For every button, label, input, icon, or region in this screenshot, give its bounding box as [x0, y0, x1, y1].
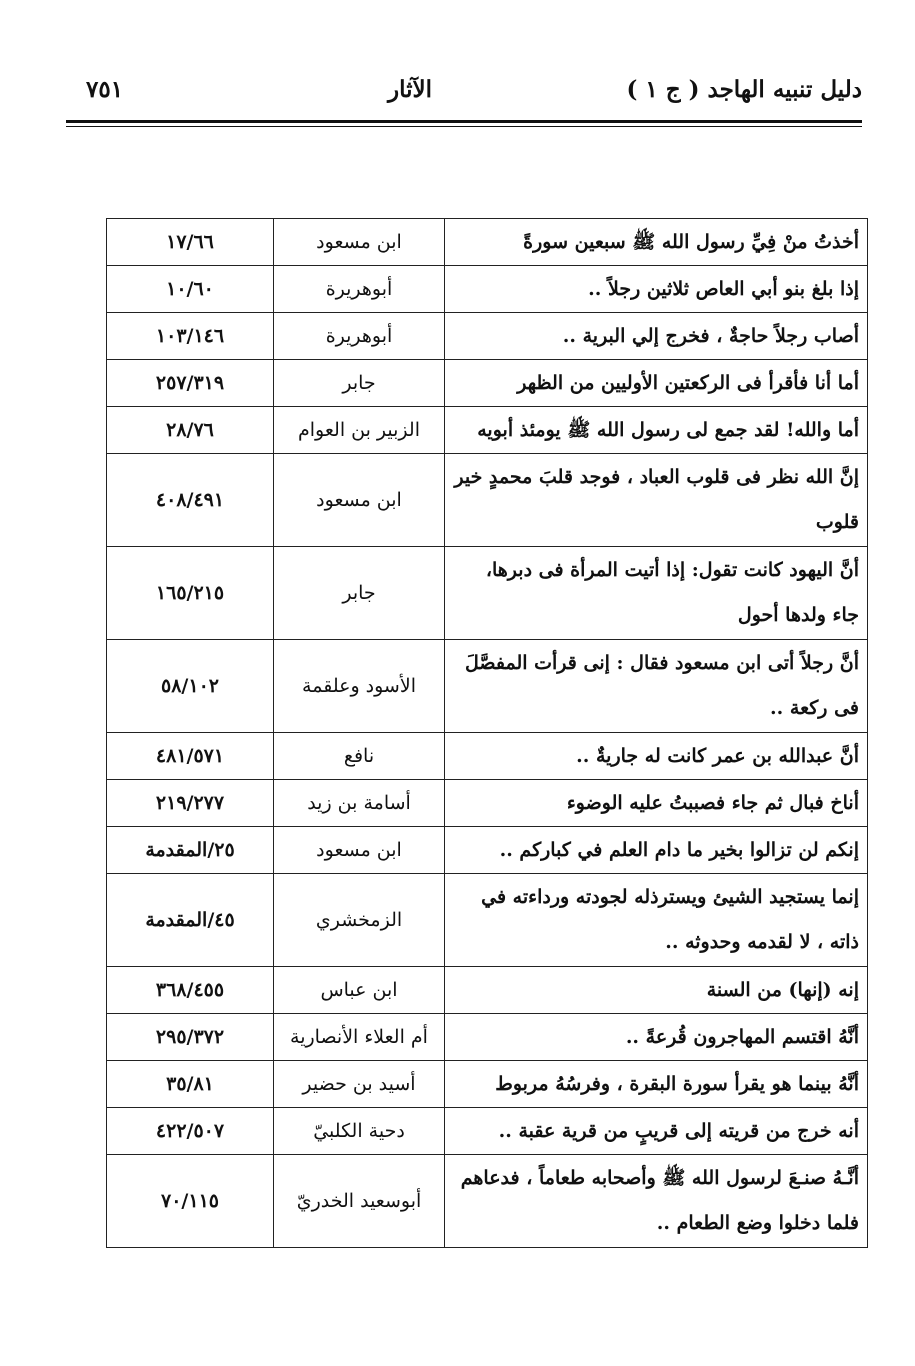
hadith-text: إنما يستجيد الشيئ ويسترذله لجودته ورداءته في ذاته ، لا لقدمه وحدوثه .. [445, 874, 868, 967]
reference: ٢٨/٧٦ [107, 407, 274, 454]
narrator: نافع [274, 733, 445, 780]
table-row [107, 547, 868, 640]
header-rule-thin [66, 126, 862, 127]
hadith-text: إذا بلغ بنو أبي العاص ثلاثين رجلاً .. [445, 266, 868, 313]
narrator: جابر [274, 360, 445, 407]
reference: ١٠/٦٠ [107, 266, 274, 313]
reference: ٢٥/المقدمة [107, 827, 274, 874]
narrator: ابن مسعود [274, 827, 445, 874]
reference: ١٦٥/٢١٥ [107, 547, 274, 640]
hadith-text: إنه (إنها) من السنة [445, 967, 868, 1014]
hadith-text: أما أنا فأقرأ فى الركعتين الأوليين من الظهر [445, 360, 868, 407]
narrator: ابن مسعود [274, 454, 445, 547]
hadith-text: إنكم لن تزالوا بخير ما دام العلم في كباركم .. [445, 827, 868, 874]
hadith-index-table [106, 218, 868, 1248]
hadith-text: إنَّ الله نظر فى قلوب العباد ، فوجد قلبَ محمدٍ خير قلوب [445, 454, 868, 547]
hadith-text: أنَّهُ اقتسم المهاجرون قُرعةً .. [445, 1014, 868, 1061]
narrator: الزبير بن العوام [274, 407, 445, 454]
reference: ٤٨١/٥٧١ [107, 733, 274, 780]
table-row [107, 1108, 868, 1155]
hadith-text: أخذتُ منْ فِيِّ رسول الله ﷺ سبعين سورةً [445, 219, 868, 266]
table-row [107, 1014, 868, 1061]
narrator: دحية الكلبيّ [274, 1108, 445, 1155]
reference: ٤٢٢/٥٠٧ [107, 1108, 274, 1155]
hadith-text: أما والله! لقد جمع لى رسول الله ﷺ يومئذ أبويه [445, 407, 868, 454]
reference: ٥٨/١٠٢ [107, 640, 274, 733]
narrator: ابن مسعود [274, 219, 445, 266]
hadith-text: أنَّ اليهود كانت تقول: إذا أتيت المرأة فى دبرها، جاء ولدها أحول [445, 547, 868, 640]
reference: ٣٦٨/٤٥٥ [107, 967, 274, 1014]
narrator: أبوسعيد الخدريّ [274, 1155, 445, 1248]
table-row [107, 640, 868, 733]
reference: ٧٠/١١٥ [107, 1155, 274, 1248]
table-row [107, 454, 868, 547]
table-row [107, 266, 868, 313]
reference: ١٧/٦٦ [107, 219, 274, 266]
narrator: أم العلاء الأنصارية [274, 1014, 445, 1061]
book-title: دليل تنبيه الهاجد ( ج ١ ) [626, 76, 862, 103]
narrator: الزمخشري [274, 874, 445, 967]
table-row [107, 407, 868, 454]
narrator: ابن عباس [274, 967, 445, 1014]
table-row [107, 219, 868, 266]
table-row [107, 1155, 868, 1248]
reference: ٢١٩/٢٧٧ [107, 780, 274, 827]
table-row [107, 1061, 868, 1108]
narrator: أبوهريرة [274, 313, 445, 360]
reference: ٣٥/٨١ [107, 1061, 274, 1108]
reference: ١٠٣/١٤٦ [107, 313, 274, 360]
reference: ٤٠٨/٤٩١ [107, 454, 274, 547]
table-row [107, 360, 868, 407]
hadith-text: أصاب رجلاً حاجةٌ ، فخرج إلي البرية .. [445, 313, 868, 360]
section-title: الآثار [387, 76, 432, 103]
hadith-text: أنَّ رجلاً أتى ابن مسعود فقال : إنى قرأت المفصَّلَ فى ركعة .. [445, 640, 868, 733]
hadith-text: أنَّ عبدالله بن عمر كانت له جاريةٌ .. [445, 733, 868, 780]
narrator: أبوهريرة [274, 266, 445, 313]
hadith-text: أناخ فبال ثم جاء فصببتُ عليه الوضوء [445, 780, 868, 827]
reference: ٤٥/المقدمة [107, 874, 274, 967]
header-rule-thick [66, 120, 862, 123]
reference: ٢٩٥/٣٧٢ [107, 1014, 274, 1061]
page-header [66, 72, 862, 112]
reference: ٢٥٧/٣١٩ [107, 360, 274, 407]
table-row [107, 967, 868, 1014]
hadith-text: أنَّـهُ صنـعَ لرسول الله ﷺ وأصحابه طعاماً ، فدعاهم فلما دخلوا وضع الطعام .. [445, 1155, 868, 1248]
table-row [107, 874, 868, 967]
table-row [107, 780, 868, 827]
narrator: أسامة بن زيد [274, 780, 445, 827]
hadith-text: أنَّهُ بينما هو يقرأ سورة البقرة ، وفرسُهُ مربوط [445, 1061, 868, 1108]
narrator: جابر [274, 547, 445, 640]
table-row [107, 827, 868, 874]
table-row [107, 733, 868, 780]
narrator: الأسود وعلقمة [274, 640, 445, 733]
narrator: أسيد بن حضير [274, 1061, 445, 1108]
hadith-text: أنه خرج من قريته إلى قريبٍ من قرية عقبة .. [445, 1108, 868, 1155]
page-number: ٧٥١ [86, 76, 124, 103]
table-row [107, 313, 868, 360]
